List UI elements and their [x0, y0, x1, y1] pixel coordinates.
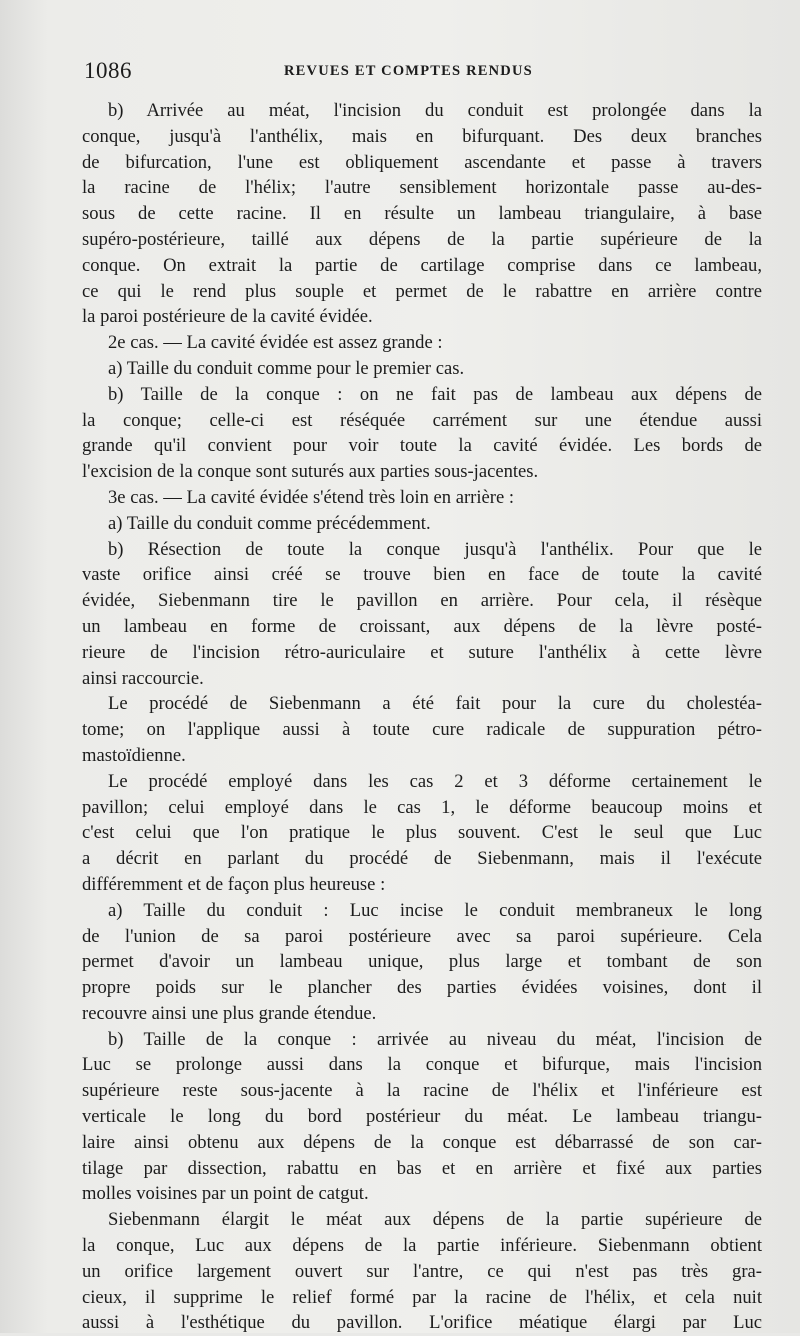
- text-line: verticale le long du bord postérieur du méat. Le lambeau triangu-: [82, 1106, 762, 1128]
- text-line: la racine de l'hélix; l'autre sensiblement horizontale passe au-des-: [82, 177, 762, 199]
- text-line: l'excision de la conque sont suturés aux parties sous-jacentes.: [82, 461, 539, 483]
- text-line: supéro-postérieure, taillé aux dépens de la partie supérieure de la: [82, 228, 762, 250]
- text-line: pavillon; celui employé dans le cas 1, le déforme beaucoup moins et: [82, 796, 762, 818]
- text-line: grande qu'il convient pour voir toute la cavité évidée. Les bords de: [82, 435, 762, 457]
- page-number: 1086: [84, 58, 132, 83]
- text-line: recouvre ainsi une plus grande étendue.: [82, 1002, 377, 1024]
- text-line: 2e cas. — La cavité évidée est assez grande :: [108, 332, 443, 354]
- text-line: cieux, il supprime le relief formé par la racine de l'hélix, et cela nuit: [82, 1286, 762, 1308]
- text-line: conque, jusqu'à l'anthélix, mais en bifurquant. Des deux branches: [82, 125, 762, 147]
- text-line: a) Taille du conduit comme précédemment.: [108, 512, 431, 534]
- text-line: différemment et de façon plus heureuse :: [82, 873, 386, 895]
- text-line: c'est celui que l'on pratique le plus souvent. C'est le seul que Luc: [82, 822, 762, 844]
- body-text: [82, 98, 762, 1336]
- text-line: b) Arrivée au méat, l'incision du conduit est prolongée dans la: [108, 100, 762, 121]
- text-line: ainsi raccourcie.: [82, 667, 204, 689]
- text-line: aussi à l'esthétique du pavillon. L'orifice méatique élargi par Luc: [82, 1312, 762, 1334]
- page-header: [84, 58, 764, 94]
- text-line: a décrit en parlant du procédé de Siebenmann, mais il l'exécute: [82, 848, 762, 870]
- text-line: un orifice largement ouvert sur l'antre, ce qui n'est pas très gra-: [82, 1260, 762, 1282]
- text-line: b) Résection de toute la conque jusqu'à l'anthélix. Pour que le: [108, 538, 762, 560]
- text-line: laire ainsi obtenu aux dépens de la conque est débarrassé de son car-: [82, 1131, 762, 1153]
- text-line: supérieure reste sous-jacente à la racine de l'hélix et l'inférieure est: [82, 1080, 762, 1102]
- text-line: mastoïdienne.: [82, 744, 186, 766]
- text-line: Siebenmann élargit le méat aux dépens de la partie supérieure de: [108, 1209, 762, 1231]
- text-line: conque. On extrait la partie de cartilage comprise dans ce lambeau,: [82, 254, 762, 276]
- text-line: la conque; celle-ci est réséquée carrément sur une étendue aussi: [82, 409, 762, 431]
- text-line: rieure de l'incision rétro-auriculaire et suture l'anthélix à cette lèvre: [82, 641, 762, 663]
- text-line: b) Taille de la conque : arrivée au niveau du méat, l'incision de: [108, 1028, 762, 1050]
- running-head: REVUES ET COMPTES RENDUS: [284, 63, 533, 79]
- text-line: la conque, Luc aux dépens de la partie inférieure. Siebenmann obtient: [82, 1235, 762, 1257]
- text-line: propre poids sur le plancher des parties évidées voisines, dont il: [82, 977, 762, 999]
- text-line: Le procédé de Siebenmann a été fait pour la cure du cholestéa-: [108, 693, 762, 715]
- text-line: évidée, Siebenmann tire le pavillon en arrière. Pour cela, il résèque: [82, 590, 762, 612]
- text-line: molles voisines par un point de catgut.: [82, 1183, 369, 1205]
- text-line: ce qui le rend plus souple et permet de le rabattre en arrière contre: [82, 280, 762, 302]
- text-line: la paroi postérieure de la cavité évidée.: [82, 306, 373, 328]
- text-line: tome; on l'applique aussi à toute cure radicale de suppuration pétro-: [82, 719, 762, 741]
- text-line: tilage par dissection, rabattu en bas et en arrière et fixé aux parties: [82, 1157, 762, 1179]
- text-line: un lambeau en forme de croissant, aux dépens de la lèvre posté-: [82, 615, 762, 637]
- text-line: permet d'avoir un lambeau unique, plus large et tombant de son: [82, 951, 762, 973]
- text-line: Luc se prolonge aussi dans la conque et bifurque, mais l'incision: [82, 1054, 762, 1076]
- text-line: sous de cette racine. Il en résulte un lambeau triangulaire, à base: [82, 203, 762, 225]
- text-line: 3e cas. — La cavité évidée s'étend très loin en arrière :: [108, 486, 515, 508]
- text-line: b) Taille de la conque : on ne fait pas de lambeau aux dépens de: [108, 383, 762, 405]
- text-line: de l'union de sa paroi postérieure avec sa paroi supérieure. Cela: [82, 925, 762, 947]
- text-line: a) Taille du conduit comme pour le premier cas.: [108, 357, 465, 379]
- text-line: de bifurcation, l'une est obliquement ascendante et passe à travers: [82, 151, 762, 173]
- text-line: Le procédé employé dans les cas 2 et 3 déforme certainement le: [108, 770, 762, 792]
- text-line: vaste orifice ainsi créé se trouve bien en face de toute la cavité: [82, 564, 762, 586]
- text-line: a) Taille du conduit : Luc incise le conduit membraneux le long: [108, 899, 762, 921]
